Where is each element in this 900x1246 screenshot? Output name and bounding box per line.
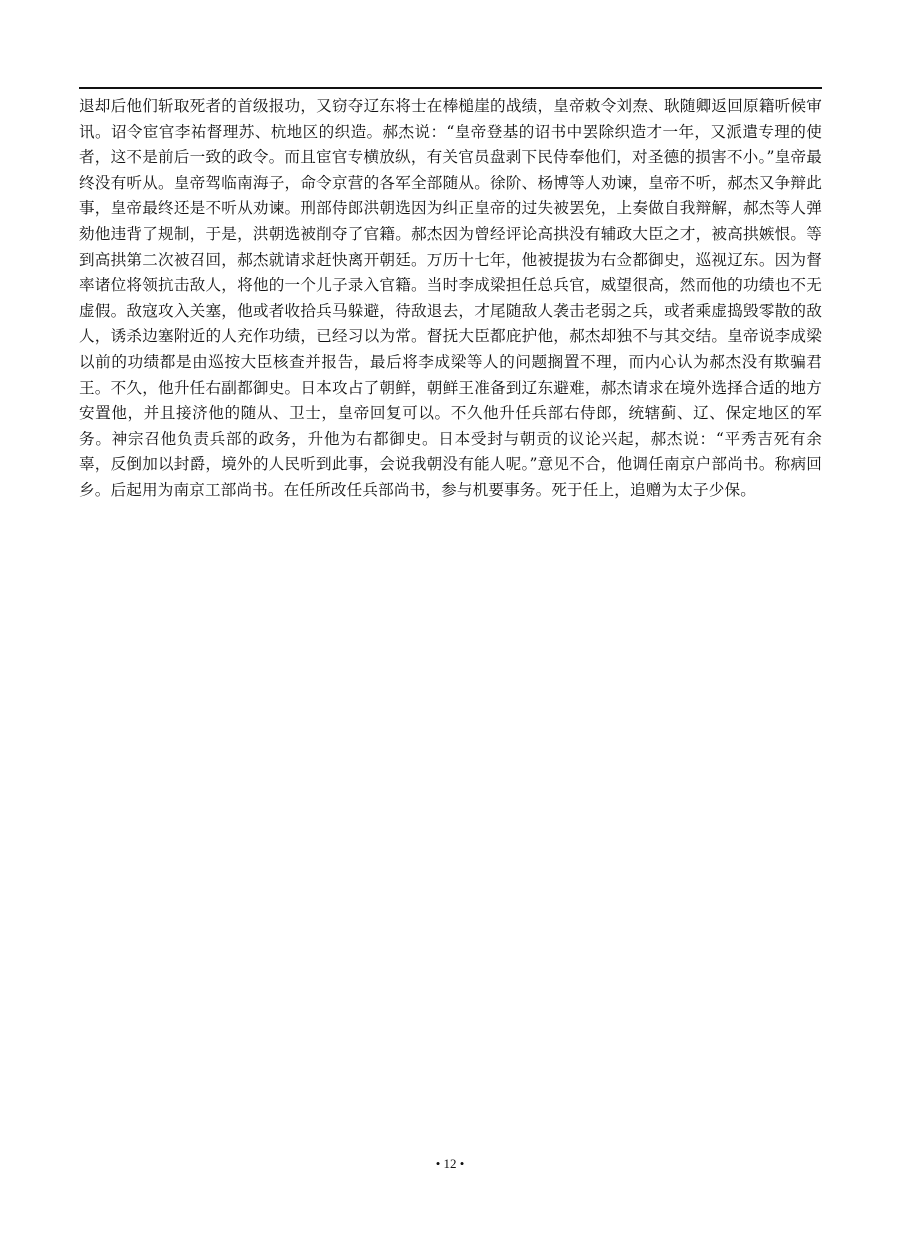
body-paragraph: 退却后他们斩取死者的首级报功，又窃夺辽东将士在棒槌崖的战绩，皇帝敕令刘焘、耿随卿返回原籍听候审讯。诏令宦官李祐督理苏、杭地区的织造。郝杰说：“皇帝登基的诏书中罢除织造才一年，又派遣专理的使者，这不是前后一致的政令。而且宦官专横放纵，有关官员盘剥下民侍奉他们，对圣德的损害不小。”皇帝最终没有听从。皇帝驾临南海子，命令京营的各军全部随从。徐阶、杨博等人劝谏，皇帝不听，郝杰又争辩此事，皇帝最终还是不听从劝谏。刑部侍郎洪朝选因为纠正皇帝的过失被罢免，上奏做自我辩解，郝杰等人弹劾他违背了规制，于是，洪朝选被削夺了官籍。郝杰因为曾经评论高拱没有辅政大臣之才，被高拱嫉恨。等到高拱第二次被召回，郝杰就请求赶快离开朝廷。万历十七年，他被提拔为右佥都御史，巡视辽东。因为督率诸位将领抗击敌人，将他的一个儿子录入官籍。当时李成梁担任总兵官，威望很高，然而他的功绩也不无虚假。敌寇攻入关塞，他或者收拾兵马躲避，待敌退去，才尾随敌人袭击老弱之兵，或者乘虚捣毁零散的敌人，诱杀边塞附近的人充作功绩，已经习以为常。督抚大臣都庇护他，郝杰却独不与其交结。皇帝说李成梁以前的功绩都是由巡按大臣核查并报告，最后将李成梁等人的问题搁置不理，而内心认为郝杰没有欺骗君王。不久，他升任右副都御史。日本攻占了朝鲜，朝鲜王准备到辽东避难，郝杰请求在境外选择合适的地方安置他，并且接济他的随从、卫士，皇帝回复可以。不久他升任兵部右侍郎，统辖蓟、辽、保定地区的军务。神宗召他负责兵部的政务，升他为右都御史。日本受封与朝贡的议论兴起，郝杰说：“平秀吉死有余辜，反倒加以封爵，境外的人民听到此事，会说我朝没有能人呢。”意见不合，他调任南京户部尚书。称病回乡。后起用为南京工部尚书。在任所改任兵部尚书，参与机要事务。死于任上，追赠为太子少保。 (79, 97, 822, 499)
page-number: • 12 • (435, 1156, 465, 1171)
header-rule (79, 87, 822, 89)
